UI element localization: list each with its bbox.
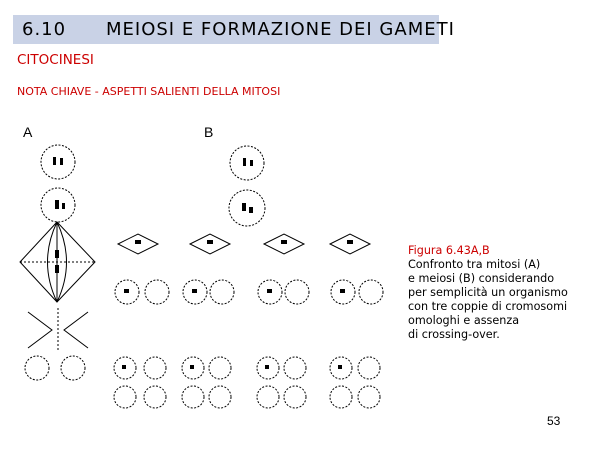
caption-line: per semplicità un organismo xyxy=(408,286,568,299)
page-number: 53 xyxy=(547,414,561,428)
caption-line: omologhi e assenza xyxy=(408,314,520,327)
figure-label-b: B xyxy=(204,124,214,140)
section-title: CITOCINESI xyxy=(17,52,94,68)
caption-line: e meiosi (B) considerando xyxy=(408,272,555,285)
caption-line: Confronto tra mitosi (A) xyxy=(408,258,541,271)
caption-line: con tre coppie di cromosomi xyxy=(408,300,568,313)
figure-caption xyxy=(408,244,598,342)
page-title: MEIOSI E FORMAZIONE DEI GAMETI xyxy=(106,19,455,40)
meiosis-cells xyxy=(114,146,383,408)
key-note: NOTA CHIAVE - ASPETTI SALIENTI DELLA MITOSI xyxy=(17,85,281,98)
mitosis-cells xyxy=(20,145,95,380)
figure-number: Figura 6.43A,B xyxy=(408,244,490,257)
caption-line: di crossing-over. xyxy=(408,328,500,341)
figure-label-a: A xyxy=(23,124,33,140)
chromosome-marks xyxy=(53,157,353,369)
chapter-number: 6.10 xyxy=(22,19,67,40)
